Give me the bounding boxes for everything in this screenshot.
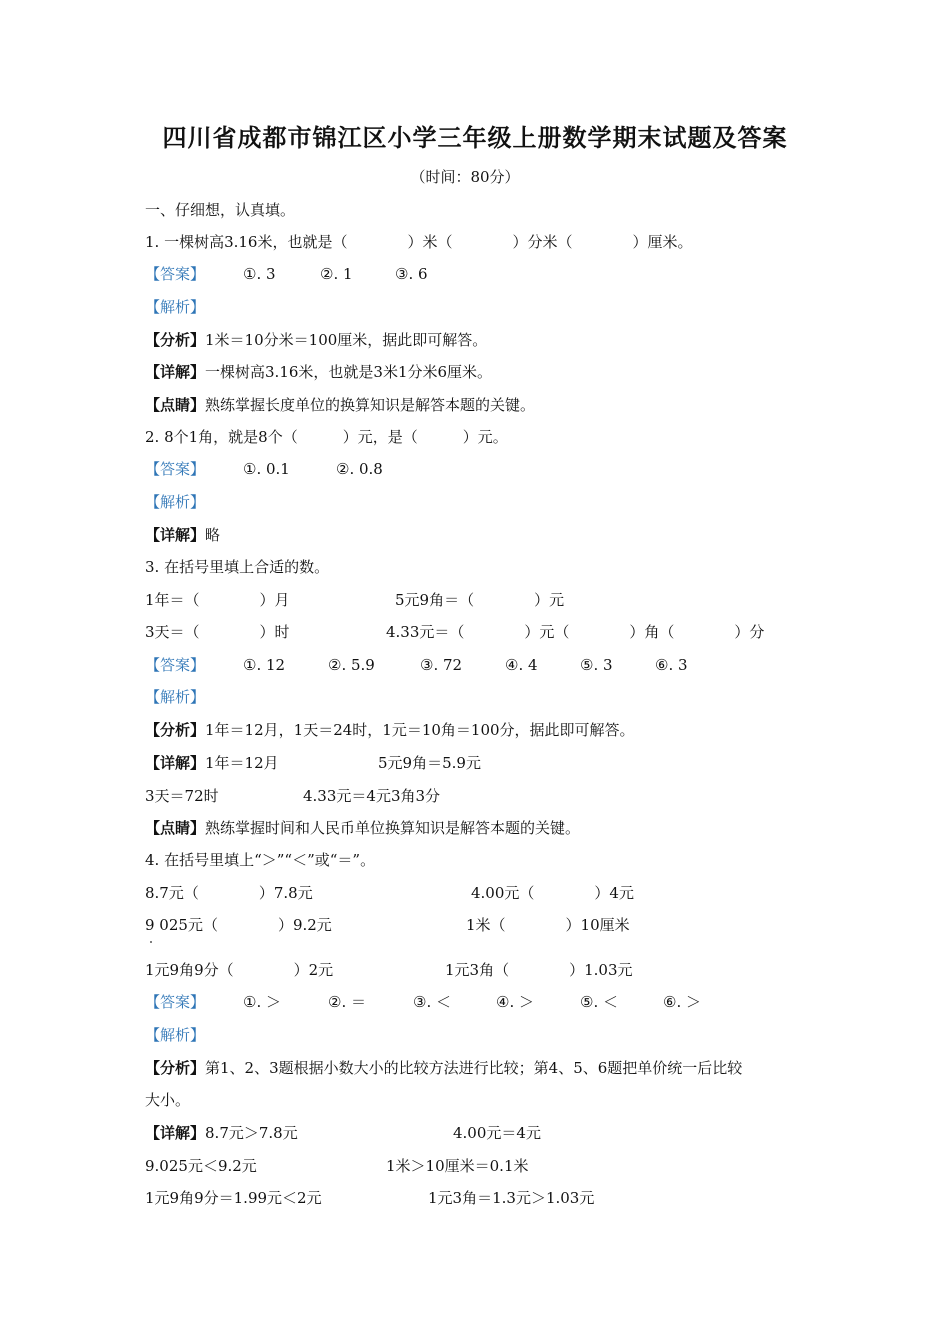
q3-answer-tag: 【答案】 xyxy=(145,656,206,674)
q4-analysis-tag: 【解析】 xyxy=(145,1026,206,1044)
document-title: 四川省成都市锦江区小学三年级上册数学期末试题及答案 xyxy=(162,123,788,152)
fenxi-tag: 【分析】 xyxy=(145,331,206,349)
q4-answer-1: ①. ＞ xyxy=(243,993,281,1011)
q4-xiangjie-row2-right: 1米＞10厘米＝0.1米 xyxy=(386,1157,529,1175)
dianjing-tag: 【点睛】 xyxy=(145,396,206,414)
q4-xiangjie-row1 xyxy=(145,1123,298,1143)
q1-question: 1. 一棵树高3.16米，也就是（ ）米（ ）分米（ ）厘米。 xyxy=(145,233,693,251)
q3-answer-2: ②. 5.9 xyxy=(328,656,375,674)
fenxi-tag: 【分析】 xyxy=(145,721,206,739)
q3-row2-left: 3天＝（ ）时 xyxy=(145,623,290,641)
q2-answer-tag: 【答案】 xyxy=(145,460,206,478)
q1-dianjing xyxy=(145,395,535,415)
q4-answer-2: ②. ＝ xyxy=(328,993,366,1011)
q1-dianjing-text: 熟练掌握长度单位的换算知识是解答本题的关键。 xyxy=(205,396,536,414)
q3-xiangjie-row1 xyxy=(145,753,279,773)
q2-answer-2: ②. 0.8 xyxy=(336,460,383,478)
q4-row3-right: 1元3角（ ）1.03元 xyxy=(445,961,633,979)
q3-question: 3. 在括号里填上合适的数。 xyxy=(145,558,330,576)
q3-fenxi-text: 1年＝12月，1天＝24时，1元＝10角＝100分，据此即可解答。 xyxy=(205,721,635,739)
q4-xiangjie-row2-left: 9.025元＜9.2元 xyxy=(145,1157,257,1175)
xiangjie-tag: 【详解】 xyxy=(145,1124,206,1142)
q4-fenxi-line1 xyxy=(145,1058,742,1078)
q2-answer-1: ①. 0.1 xyxy=(243,460,290,478)
q4-row2-right: 1米（ ）10厘米 xyxy=(466,916,630,934)
fenxi-tag: 【分析】 xyxy=(145,1059,206,1077)
q4-answer-5: ⑤. ＜ xyxy=(580,993,618,1011)
q3-answer-6: ⑥. 3 xyxy=(655,656,688,674)
q1-answer-tag: 【答案】 xyxy=(145,265,206,283)
q4-fenxi-line2: 大小。 xyxy=(145,1091,191,1109)
q4-answer-4: ④. ＞ xyxy=(496,993,534,1011)
q1-xiangjie-text: 一棵树高3.16米，也就是3米1分米6厘米。 xyxy=(205,363,493,381)
q3-xiangjie-row2-right: 4.33元＝4元3角3分 xyxy=(303,787,441,805)
q1-answer-1: ①. 3 xyxy=(243,265,276,283)
time-subtitle: （时间：80分） xyxy=(410,168,520,186)
q2-xiangjie xyxy=(145,525,220,545)
section-heading: 一、仔细想，认真填。 xyxy=(145,201,296,219)
q1-answer-2: ②. 1 xyxy=(320,265,353,283)
q4-row3-left: 1元9角9分（ ）2元 xyxy=(145,961,334,979)
xiangjie-tag: 【详解】 xyxy=(145,526,206,544)
q2-xiangjie-text: 略 xyxy=(205,526,221,544)
q4-fenxi-text: 第1、2、3题根据小数大小的比较方法进行比较；第4、5、6题把单价统一后比较 xyxy=(205,1059,743,1077)
q3-answer-5: ⑤. 3 xyxy=(580,656,613,674)
q3-xiangjie-row2-left: 3天＝72时 xyxy=(145,787,219,805)
q2-question: 2. 8个1角，就是8个（ ）元，是（ ）元。 xyxy=(145,428,508,446)
q4-xiangjie-row3-left: 1元9角9分＝1.99元＜2元 xyxy=(145,1189,322,1207)
q4-row1-right: 4.00元（ ）4元 xyxy=(471,884,634,902)
q3-row2-right: 4.33元＝（ ）元（ ）角（ ）分 xyxy=(386,623,765,641)
q1-xiangjie xyxy=(145,362,492,382)
q3-dianjing-text: 熟练掌握时间和人民币单位换算知识是解答本题的关键。 xyxy=(205,819,581,837)
q4-xiangjie-row3-right: 1元3角＝1.3元＞1.03元 xyxy=(428,1189,595,1207)
q2-analysis-tag: 【解析】 xyxy=(145,493,206,511)
stray-dot xyxy=(150,941,152,943)
q3-answer-4: ④. 4 xyxy=(505,656,538,674)
q4-answer-tag: 【答案】 xyxy=(145,993,206,1011)
q3-row1-left: 1年＝（ ）月 xyxy=(145,591,290,609)
q3-dianjing xyxy=(145,818,580,838)
q4-xiangjie-row1-right: 4.00元＝4元 xyxy=(453,1124,541,1142)
q3-row1-right: 5元9角＝（ ）元 xyxy=(395,591,565,609)
xiangjie-tag: 【详解】 xyxy=(145,363,206,381)
xiangjie-tag: 【详解】 xyxy=(145,754,206,772)
q3-fenxi xyxy=(145,720,635,740)
q3-xiangjie-row1-left: 1年＝12月 xyxy=(205,754,279,772)
q3-answer-1: ①. 12 xyxy=(243,656,286,674)
q1-fenxi-text: 1米＝10分米＝100厘米，据此即可解答。 xyxy=(205,331,488,349)
q4-answer-6: ⑥. ＞ xyxy=(663,993,701,1011)
q1-answer-3: ③. 6 xyxy=(395,265,428,283)
q4-question: 4. 在括号里填上“＞”“＜”或“＝”。 xyxy=(145,851,376,869)
dianjing-tag: 【点睛】 xyxy=(145,819,206,837)
q4-answer-3: ③. ＜ xyxy=(413,993,451,1011)
q3-answer-3: ③. 72 xyxy=(420,656,463,674)
q1-fenxi xyxy=(145,330,487,350)
q1-analysis-tag: 【解析】 xyxy=(145,298,206,316)
q4-row1-left: 8.7元（ ）7.8元 xyxy=(145,884,313,902)
q4-xiangjie-row1-left: 8.7元＞7.8元 xyxy=(205,1124,298,1142)
q3-analysis-tag: 【解析】 xyxy=(145,688,206,706)
q4-row2-left: 9 025元（ ）9.2元 xyxy=(145,916,332,934)
q3-xiangjie-row1-right: 5元9角＝5.9元 xyxy=(378,754,481,772)
